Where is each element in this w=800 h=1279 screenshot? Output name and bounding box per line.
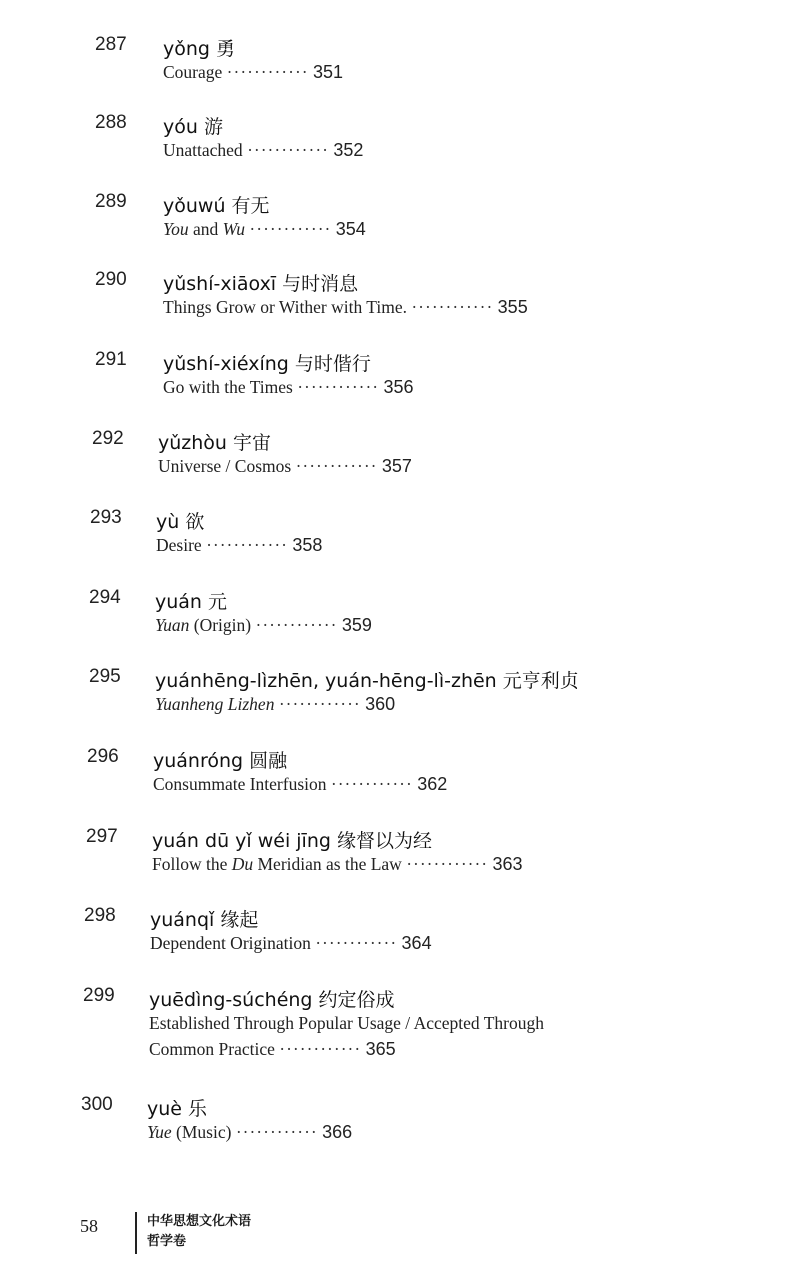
entry-translation-part: Follow the	[152, 854, 232, 874]
entry-pinyin: yuánqǐ	[150, 909, 215, 931]
entry-chinese: 约定俗成	[318, 989, 395, 1011]
entry-pinyin: yǔshí-xiāoxī	[163, 273, 277, 295]
entry-translation-part: Du	[231, 854, 254, 874]
dot-leader: ············	[295, 456, 378, 476]
entry-page-number: 359	[341, 615, 372, 635]
entry-translation-part: Unattached	[163, 140, 243, 160]
footer-book-title-line1: 中华思想文化术语	[147, 1214, 252, 1229]
entry-chinese: 元	[208, 591, 228, 613]
entry-translation-part: Courage	[163, 62, 223, 82]
entry-heading	[149, 985, 395, 1012]
entry-translation-part: Meridian as the Law	[253, 854, 402, 874]
dot-leader: ············	[279, 1039, 362, 1059]
entry-number: 296	[87, 746, 119, 767]
entry-page-number: 362	[417, 774, 448, 794]
dot-leader: ············	[297, 377, 380, 397]
entry-translation-part: and	[188, 219, 223, 239]
entry-heading	[163, 34, 235, 61]
entry-pinyin: yóu	[163, 116, 198, 138]
entry-translation-part: (Origin)	[189, 615, 252, 635]
entry-heading	[163, 349, 371, 376]
entry-number: 294	[89, 587, 121, 608]
dot-leader: ············	[247, 140, 329, 160]
entry-heading	[147, 1094, 207, 1121]
entry-heading	[152, 826, 432, 853]
entry-translation-part: Universe / Cosmos	[158, 456, 292, 476]
entry-number: 290	[95, 269, 127, 290]
dot-leader: ············	[206, 535, 288, 555]
dot-leader: ············	[330, 774, 413, 794]
entry-chinese: 缘督以为经	[336, 830, 432, 852]
entry-page-number: 351	[312, 62, 344, 82]
entry-page-number: 358	[292, 535, 323, 555]
entry-pinyin: yuánróng	[153, 750, 244, 772]
entry-chinese: 游	[203, 116, 223, 138]
dot-leader: ············	[315, 933, 398, 953]
entry-translation-part: (Music)	[171, 1122, 232, 1142]
entry-chinese: 欲	[185, 511, 205, 533]
entry-page-number: 360	[365, 694, 396, 714]
entry-heading	[150, 905, 258, 932]
footer-page-number: 58	[80, 1216, 98, 1236]
entry-pinyin: yuè	[147, 1098, 182, 1120]
entry-heading	[163, 191, 270, 218]
footer-book-title	[147, 1212, 251, 1252]
entry-heading	[163, 269, 358, 296]
entry-translation	[156, 535, 322, 556]
dot-leader: ············	[249, 219, 332, 239]
entry-number: 295	[89, 666, 121, 687]
entry-chinese: 乐	[188, 1098, 208, 1120]
entry-translation	[149, 1013, 544, 1034]
entry-translation	[163, 297, 528, 318]
entry-pinyin: yǒng	[163, 38, 210, 60]
entry-translation-part: Common Practice	[149, 1039, 275, 1059]
entry-translation	[153, 774, 447, 795]
entry-translation-part: Dependent Origination	[150, 933, 311, 953]
entry-page-number: 357	[381, 456, 412, 476]
entry-heading	[155, 587, 227, 614]
entry-chinese: 勇	[216, 38, 236, 60]
entry-translation	[163, 62, 343, 83]
entry-translation	[147, 1122, 352, 1143]
entry-number: 297	[86, 826, 118, 847]
entry-pinyin: yǔshí-xiéxíng	[163, 353, 289, 375]
entry-translation-part: Things Grow or Wither with Time.	[163, 297, 407, 317]
entry-pinyin: yǒuwú	[163, 195, 226, 217]
entry-page-number: 365	[365, 1039, 396, 1059]
entry-translation	[163, 377, 414, 398]
entry-translation-part: Established Through Popular Usage / Accepted Through	[149, 1013, 544, 1033]
dot-leader: ············	[235, 1122, 318, 1142]
entry-page-number: 363	[492, 854, 523, 874]
entry-translation	[155, 615, 372, 636]
entry-heading	[156, 507, 204, 534]
entry-page-number: 354	[335, 219, 366, 239]
entry-heading	[158, 428, 271, 455]
entry-number: 289	[95, 191, 127, 212]
entry-translation-part: Wu	[222, 219, 246, 239]
entry-translation-part: You	[163, 219, 189, 239]
entry-number: 287	[95, 34, 127, 55]
entry-chinese: 与时消息	[282, 273, 359, 295]
entry-number: 298	[84, 905, 116, 926]
entry-page-number: 364	[401, 933, 432, 953]
entry-translation-continued	[149, 1039, 396, 1060]
entry-translation-part: Yue	[147, 1122, 172, 1142]
entry-number: 292	[92, 428, 124, 449]
entry-translation-part: Yuan	[155, 615, 190, 635]
entry-pinyin: yǔzhòu	[158, 432, 227, 454]
entry-chinese: 有无	[231, 195, 270, 217]
entry-number: 299	[83, 985, 115, 1006]
entry-translation-part: Consummate Interfusion	[153, 774, 327, 794]
entry-page-number: 352	[333, 140, 364, 160]
entry-number: 288	[95, 112, 127, 133]
entry-translation	[163, 219, 366, 240]
entry-number: 291	[95, 349, 127, 370]
dot-leader: ············	[278, 694, 361, 714]
entry-number: 300	[81, 1094, 113, 1115]
entry-translation-part: Desire	[156, 535, 202, 555]
entry-heading	[155, 666, 579, 693]
entry-pinyin: yuēdìng-súchéng	[149, 989, 313, 1011]
entry-pinyin: yuánhēng-lìzhēn, yuán-hēng-lì-zhēn	[155, 670, 497, 692]
entry-chinese: 与时偕行	[294, 353, 371, 375]
entry-translation	[152, 854, 523, 875]
entry-chinese: 宇宙	[233, 432, 272, 454]
entry-pinyin: yuán dū yǐ wéi jīng	[152, 830, 331, 852]
entry-page-number: 355	[497, 297, 528, 317]
dot-leader: ············	[411, 297, 494, 317]
entry-translation	[158, 456, 412, 477]
footer-book-title-line2: 哲学卷	[147, 1234, 187, 1249]
entry-chinese: 圆融	[249, 750, 288, 772]
entry-translation	[155, 694, 395, 715]
entry-translation	[150, 933, 432, 954]
entry-translation-part: Yuanheng Lizhen	[155, 694, 275, 714]
entry-page-number: 366	[322, 1122, 353, 1142]
entry-number: 293	[90, 507, 122, 528]
entry-translation-part: Go with the Times	[163, 377, 293, 397]
entry-pinyin: yuán	[155, 591, 202, 613]
entry-pinyin: yù	[156, 511, 180, 533]
entry-chinese: 缘起	[220, 909, 259, 931]
dot-leader: ············	[255, 615, 338, 635]
entry-chinese: 元亨利贞	[502, 670, 579, 692]
entry-heading	[163, 112, 223, 139]
entry-page-number: 356	[383, 377, 414, 397]
dot-leader: ············	[226, 62, 309, 82]
dot-leader: ············	[406, 854, 489, 874]
footer-divider	[135, 1212, 137, 1254]
entry-translation	[163, 140, 363, 161]
entry-heading	[153, 746, 287, 773]
